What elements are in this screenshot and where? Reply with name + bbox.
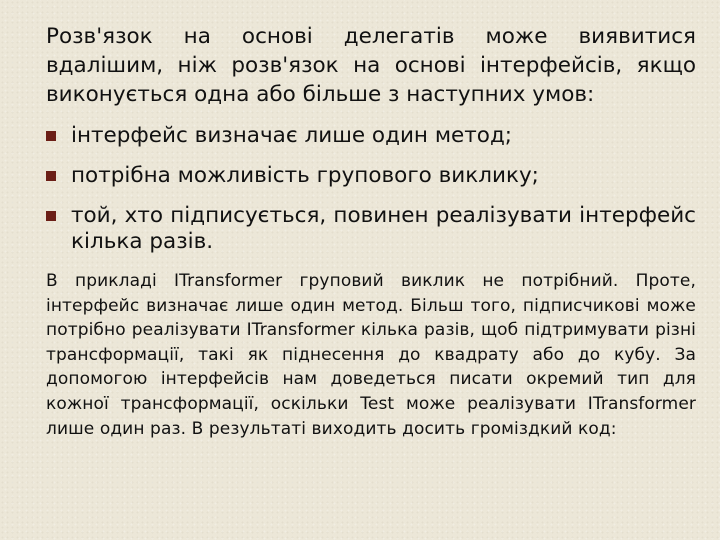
bullet-text: інтерфейс визначає лише один метод;	[71, 123, 513, 148]
bullet-text: потрібна можливість групового виклику;	[71, 163, 539, 188]
bullet-item	[46, 123, 696, 149]
body-paragraph: В прикладі ITransformer груповий виклик не потрібний. Проте, інтерфейс визначає лише один метод. Більш того, підписчикові може потрібно реалізувати ITransformer кілька разів, щоб підтримувати різні трансформації, такі як піднесення до квадрату або до кубу. За допомогою інтерфейсів нам доведеться писати окремий тип для кожної трансформації, оскільки Test може реалізувати ITransformer лише один раз. В результаті виходить досить громіздкий код:	[46, 271, 696, 439]
bullet-text: той, хто підписується, повинен реалізувати інтерфейс кілька разів.	[71, 203, 696, 254]
intro-paragraph: Розв'язок на основі делегатів може виявитися вдалішим, ніж розв'язок на основі інтерфейсів, якщо виконується одна або більше з наступних умов:	[46, 24, 696, 107]
bullet-item	[46, 203, 696, 255]
bullet-list	[46, 123, 696, 255]
slide-content	[46, 22, 696, 441]
square-bullet-icon	[46, 211, 56, 221]
square-bullet-icon	[46, 171, 56, 181]
bullet-item	[46, 163, 696, 189]
square-bullet-icon	[46, 131, 56, 141]
